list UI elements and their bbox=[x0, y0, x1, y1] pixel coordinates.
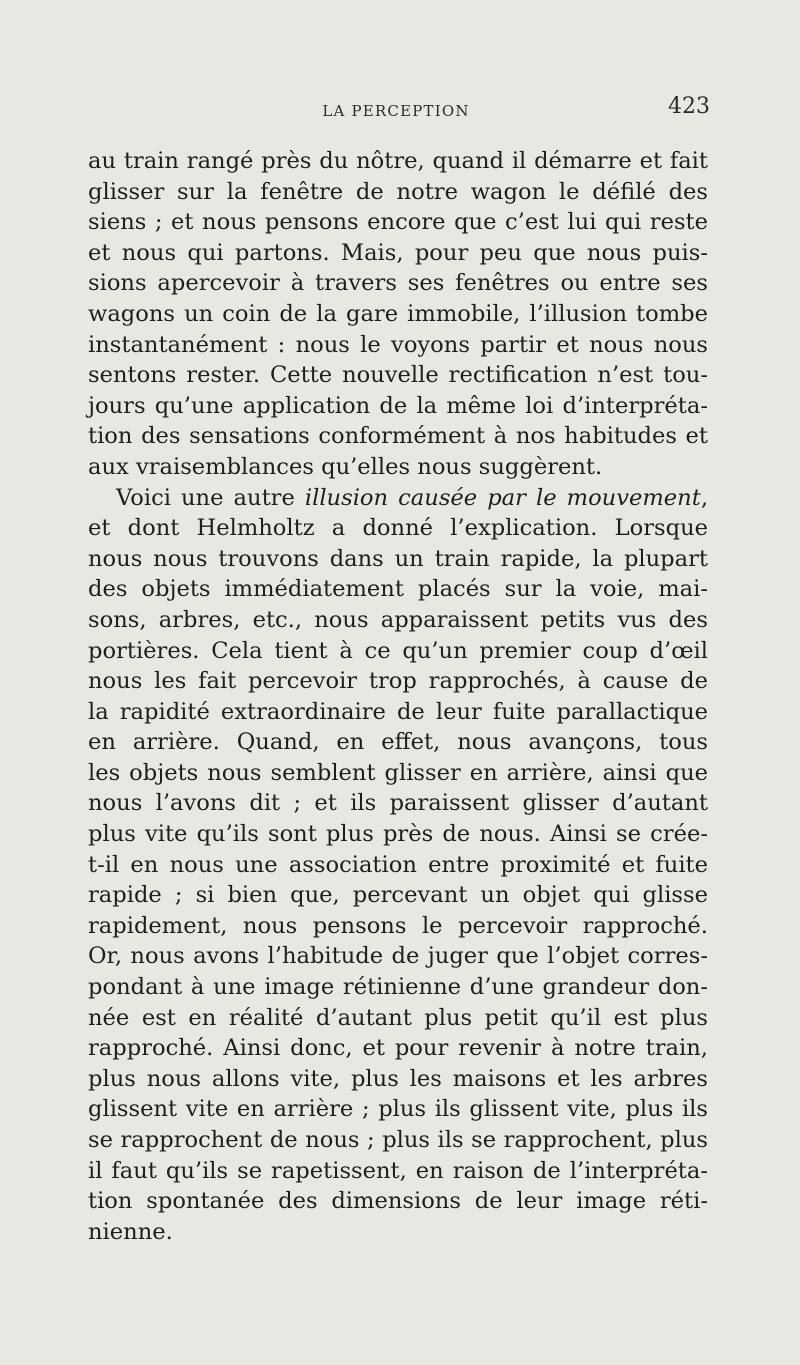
text-line: plus vite qu’ils sont plus près de nous. Ainsi se crée- bbox=[88, 821, 708, 848]
text-line: tion des sensations conformément à nos habitudes et bbox=[88, 423, 708, 450]
text-line: rapide ; si bien que, percevant un objet qui glisse bbox=[88, 882, 708, 909]
text-line: aux vraisemblances qu’elles nous suggèrent. bbox=[88, 453, 603, 480]
text-line: née est en réalité d’autant plus petit qu’il est plus bbox=[88, 1004, 708, 1031]
text-line: sentons rester. Cette nouvelle rectification n’est tou- bbox=[88, 362, 708, 389]
text-line: et nous qui partons. Mais, pour peu que nous puis- bbox=[88, 239, 708, 266]
text-line: plus nous allons vite, plus les maisons et les arbres bbox=[88, 1065, 708, 1092]
text-line: rapidement, nous pensons le percevoir rapproché. bbox=[88, 912, 708, 939]
text-line: nous les fait percevoir trop rapprochés, à cause de bbox=[88, 668, 708, 695]
text-line: il faut qu’ils se rapetissent, en raison de l’interpréta- bbox=[88, 1157, 708, 1184]
text-run: , bbox=[700, 484, 708, 511]
text-line: glisser sur la fenêtre de notre wagon le défilé des bbox=[88, 178, 708, 205]
text-line: instantanément : nous le voyons partir et nous nous bbox=[88, 331, 708, 358]
text-line: nous l’avons dit ; et ils paraissent glisser d’autant bbox=[88, 790, 708, 817]
text-line bbox=[88, 483, 708, 514]
text-line: sions apercevoir à travers ses fenêtres ou entre ses bbox=[88, 270, 708, 297]
text-line: Or, nous avons l’habitude de juger que l’objet corres- bbox=[88, 943, 708, 970]
running-title: LA PERCEPTION bbox=[322, 102, 470, 120]
text-line: glissent vite en arrière ; plus ils glissent vite, plus ils bbox=[88, 1096, 708, 1123]
text-line: des objets immédiatement placés sur la voie, mai- bbox=[88, 576, 708, 603]
body-text bbox=[88, 146, 708, 1247]
paragraph-1 bbox=[88, 146, 708, 483]
page-number: 423 bbox=[668, 94, 710, 119]
text-line: rapproché. Ainsi donc, et pour revenir à notre train, bbox=[88, 1035, 708, 1062]
text-line: wagons un coin de la gare immobile, l’illusion tombe bbox=[88, 300, 708, 327]
text-line: se rapprochent de nous ; plus ils se rapprochent, plus bbox=[88, 1127, 708, 1153]
text-line: la rapidité extraordinaire de leur fuite parallactique bbox=[88, 698, 708, 725]
text-line: nous nous trouvons dans un train rapide, la plupart bbox=[88, 545, 708, 572]
text-line: sons, arbres, etc., nous apparaissent petits vus des bbox=[88, 606, 708, 633]
italic-phrase: illusion causée par le mouvement bbox=[304, 484, 701, 511]
text-line: pondant à une image rétinienne d’une grandeur don- bbox=[88, 974, 708, 1001]
text-line: et dont Helmholtz a donné l’explication. Lorsque bbox=[88, 515, 708, 542]
text-line: t-il en nous une association entre proximité et fuite bbox=[88, 851, 708, 878]
text-line: jours qu’une application de la même loi d’interpréta- bbox=[88, 392, 708, 419]
text-line: siens ; et nous pensons encore que c’est lui qui reste bbox=[88, 209, 708, 236]
text-run: Voici une autre bbox=[116, 484, 305, 511]
text-line: nienne. bbox=[88, 1218, 173, 1245]
page-header bbox=[82, 94, 710, 128]
text-line: en arrière. Quand, en effet, nous avançons, tous bbox=[88, 729, 708, 756]
text-line: tion spontanée des dimensions de leur image réti- bbox=[88, 1188, 708, 1215]
text-line: les objets nous semblent glisser en arrière, ainsi que bbox=[88, 759, 708, 786]
paragraph-2 bbox=[88, 483, 708, 1248]
text-line: au train rangé près du nôtre, quand il démarre et fait bbox=[88, 148, 708, 174]
text-line: portières. Cela tient à ce qu’un premier coup d’œil bbox=[88, 637, 708, 664]
